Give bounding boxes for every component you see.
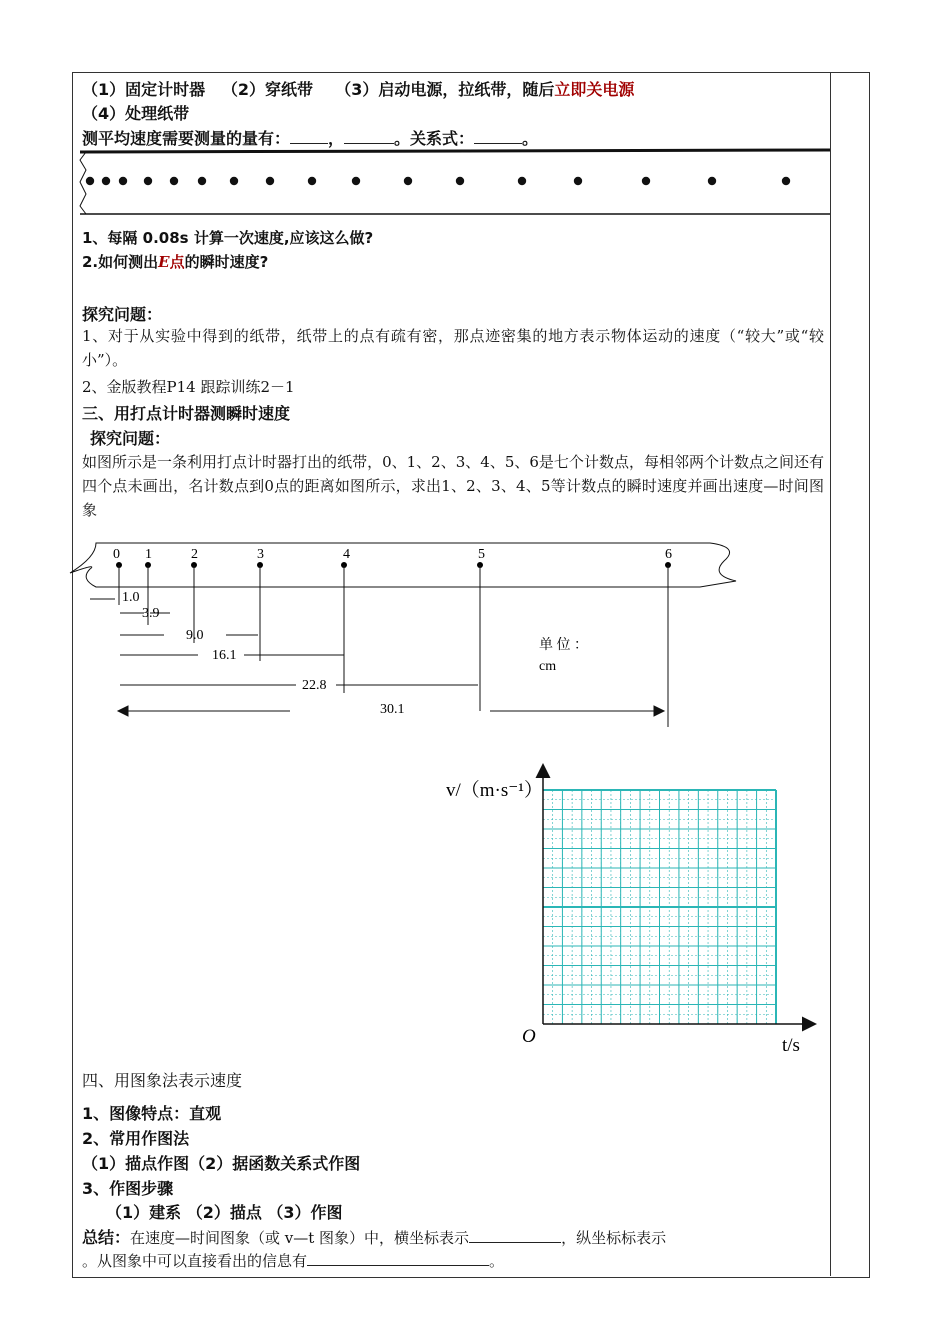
distance-label: 22.8 (302, 678, 327, 693)
unit-value: cm (539, 659, 557, 674)
question-2 (82, 251, 268, 272)
summary-line-1 (82, 1225, 666, 1248)
unit-label: 单 位 ： (539, 638, 588, 653)
section-4-item-1: 1、图像特点：直观 (82, 1104, 222, 1123)
tape-dot (782, 177, 790, 185)
summary-text-b: ，纵坐标标表示 (561, 1229, 667, 1247)
step-4: （4）处理纸带 (82, 104, 190, 123)
avg-speed-mid: 。关系式： (394, 129, 475, 148)
blank-quantity-1 (290, 129, 328, 144)
point-word: 点 (169, 253, 185, 271)
side-column-divider (830, 72, 831, 1276)
tape-dot (102, 177, 110, 185)
tape-point-label: 0 (113, 547, 120, 562)
tape-point-label: 2 (191, 547, 198, 562)
section-4-title: 四、用图象法表示速度 (82, 1071, 243, 1090)
explore-paragraph-1: 1、对于从实验中得到的纸带，纸带上的点有疏有密，那点迹密集的地方表示物体运动的速度（“较大”或“较小”）。 (82, 327, 824, 369)
avg-speed-prefix: 测平均速度需要测量的量有： (82, 129, 291, 148)
tape-dot (708, 177, 716, 185)
blank-graph-info (307, 1251, 489, 1266)
origin-label: O (522, 1026, 536, 1047)
tape-dot (144, 177, 152, 185)
tape-point-label: 1 (145, 547, 152, 562)
section-4-item-5: （1）建系 （2）描点 （3）作图 (106, 1203, 343, 1222)
summary-text-d: 。 (489, 1252, 505, 1270)
avg-speed-comma: ， (328, 129, 345, 148)
question-2-prefix: 2.如何测出 (82, 253, 159, 271)
arrowhead (654, 706, 664, 716)
measured-tape-diagram (60, 535, 750, 735)
steps-line-1 (82, 77, 634, 100)
summary-text-c: 。从图象中可以直接看出的信息有 (82, 1252, 308, 1270)
tape-dot (230, 177, 238, 185)
tape-point-label: 6 (665, 547, 672, 562)
step-3: （3）启动电源，拉纸带，随后 (335, 80, 555, 99)
distance-label: 3.9 (142, 606, 160, 621)
section-4-item-2: 2、常用作图法 (82, 1129, 190, 1148)
tape-dot (456, 177, 464, 185)
distance-label: 30.1 (380, 702, 405, 717)
step-3-highlight: 立即关电源 (554, 80, 635, 99)
x-axis-label: t/s (782, 1035, 800, 1056)
tape-point-label: 5 (478, 547, 485, 562)
section-4-item-3: （1）描点作图（2）据函数关系式作图 (82, 1154, 361, 1173)
tape-dot (86, 177, 94, 185)
section-4-item-4: 3、作图步骤 (82, 1179, 174, 1198)
section-3-title: 三、用打点计时器测瞬时速度 (82, 404, 291, 423)
y-axis-label: v/（m·s⁻¹） (446, 780, 544, 801)
explore-title-2: 探究问题： (90, 429, 171, 448)
tape-dot (574, 177, 582, 185)
blank-x-axis-meaning (469, 1228, 561, 1243)
tape-point-label: 4 (343, 547, 350, 562)
distance-label: 1.0 (122, 590, 140, 605)
explore-paragraph-2: 2、金版教程P14 跟踪训练2－1 (82, 378, 295, 396)
tape-dot (119, 177, 127, 185)
distance-label: 9.0 (186, 628, 204, 643)
section-3-description: 如图所示是一条利用打点计时器打出的纸带，0、1、2、3、4、5、6是七个计数点，每相邻两个计数点之间还有四个点未画出，名计数点到0点的距离如图所示，求出1、2、3、4、5等计数点的瞬时速度并画出速度—时间图象 (82, 453, 824, 519)
blank-relation (474, 129, 522, 144)
step-1: （1）固定计时器 (82, 80, 206, 99)
summary-text-a: 在速度—时间图象（或 v—t 图象）中，横坐标表示 (130, 1229, 470, 1247)
tape-point-label: 3 (257, 547, 264, 562)
question-2-suffix: 的瞬时速度? (184, 253, 269, 271)
avg-speed-end: 。 (522, 129, 539, 148)
tape-dot (170, 177, 178, 185)
tape-dot (308, 177, 316, 185)
tape-dot (266, 177, 274, 185)
tape-dot (352, 177, 360, 185)
explore-title-1: 探究问题： (82, 305, 163, 324)
tape-dot (198, 177, 206, 185)
tape-dot (642, 177, 650, 185)
blank-quantity-2 (344, 129, 394, 144)
tape-dot (404, 177, 412, 185)
point-e-label: E (158, 253, 170, 271)
arrowhead (118, 706, 128, 716)
distance-label: 16.1 (212, 648, 237, 663)
tape-dot (518, 177, 526, 185)
dotted-tape (72, 146, 832, 222)
step-2: （2）穿纸带 (221, 80, 313, 99)
vt-graph (440, 758, 830, 1058)
question-1: 1、每隔 0.08s 计算一次速度,应该这么做? (82, 229, 374, 247)
summary-line-2 (82, 1250, 504, 1271)
summary-label: 总结： (82, 1228, 131, 1247)
